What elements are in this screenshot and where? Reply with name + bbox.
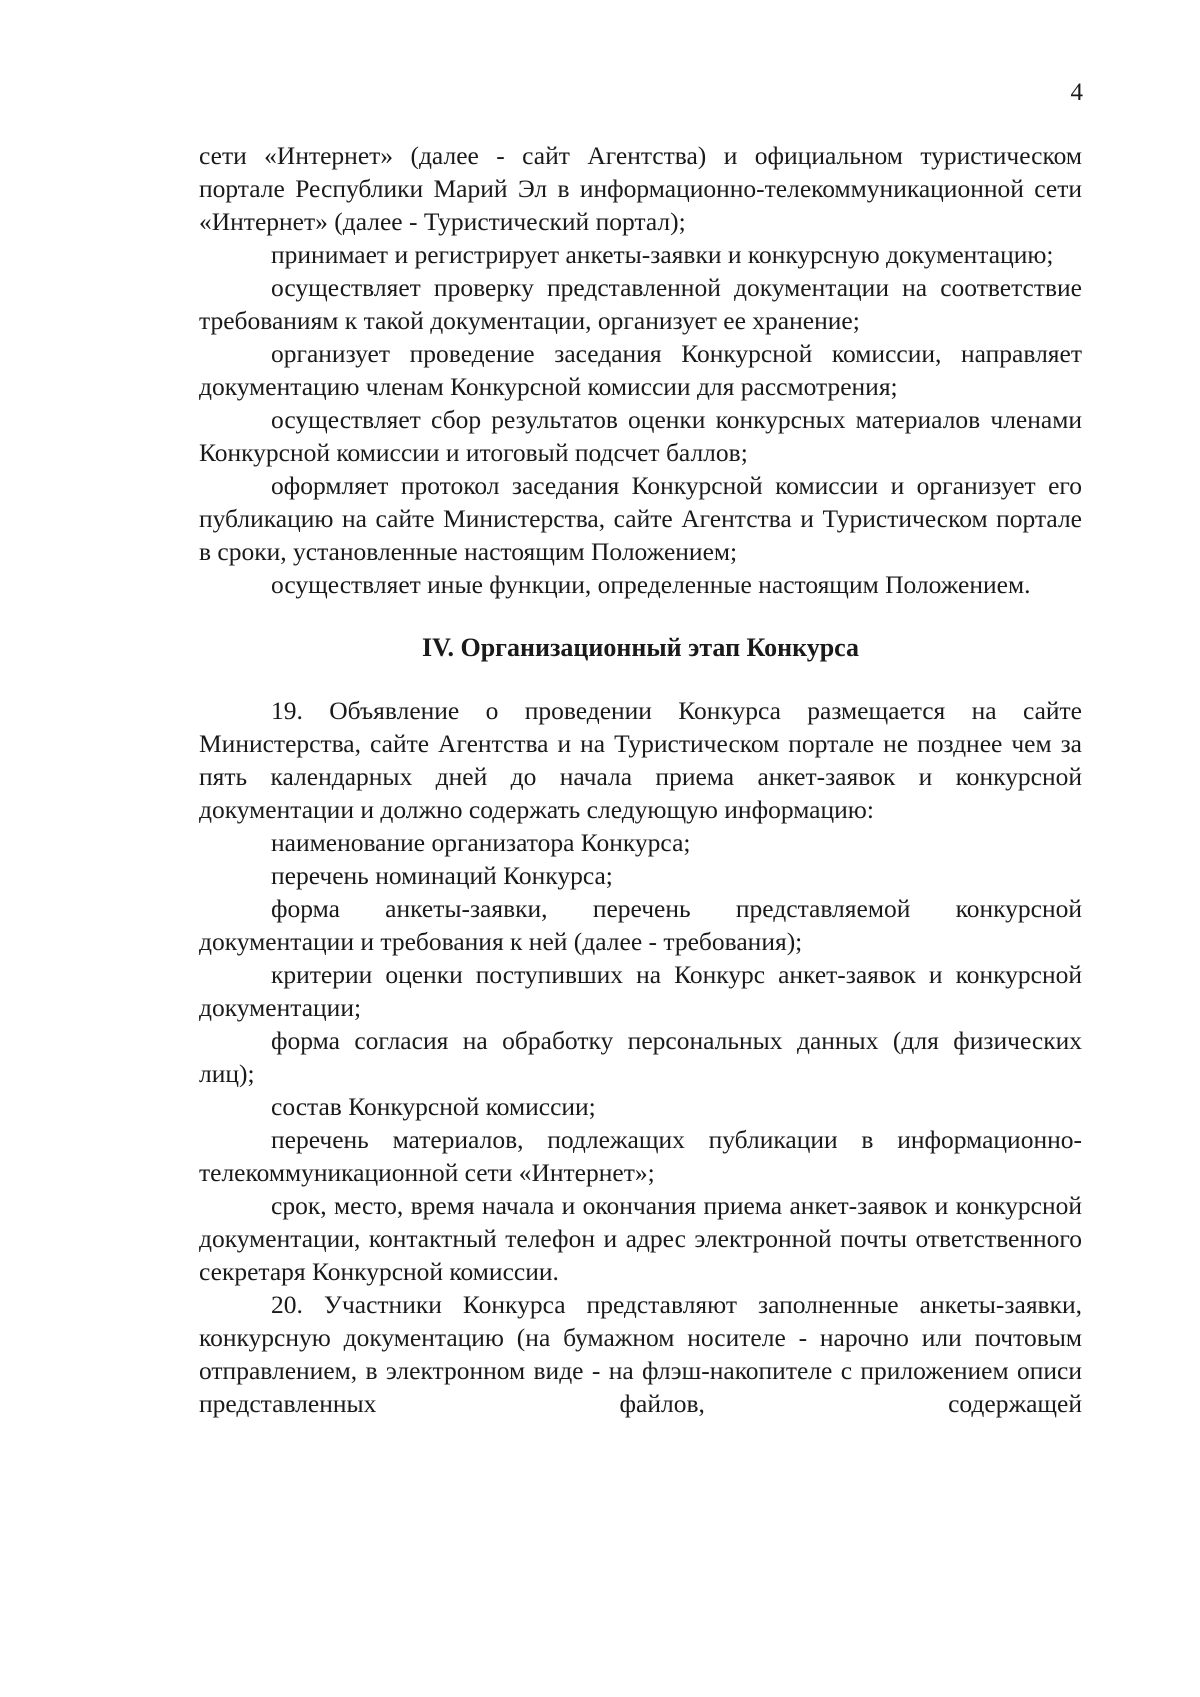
paragraph: перечень номинаций Конкурса; [271, 861, 613, 890]
paragraph: осуществляет проверку представленной документации на соответствие требованиям к такой документации, организует ее хранение; [199, 273, 1082, 335]
page-number: 4 [1070, 79, 1083, 106]
paragraph: 20. Участники Конкурса представляют заполненные анкеты-заявки, конкурсную документацию (на бумажном носителе - нарочно или почтовым отправлением, в электронном виде - на флэш-накопителе с приложением описи представленных файлов, содержащей [199, 1290, 1082, 1418]
paragraph: состав Конкурсной комиссии; [271, 1092, 596, 1121]
paragraph: 19. Объявление о проведении Конкурса размещается на сайте Министерства, сайте Агентства и на Туристическом портале не позднее чем за пять календарных дней до начала приема анкет-заявок и конкурсной документации и должно содержать следующую информацию: [199, 696, 1082, 824]
paragraph: критерии оценки поступивших на Конкурс анкет-заявок и конкурсной документации; [199, 960, 1082, 1022]
paragraph: форма согласия на обработку персональных данных (для физических лиц); [199, 1026, 1082, 1088]
paragraph: форма анкеты-заявки, перечень представляемой конкурсной документации и требования к ней (далее - требования); [199, 894, 1082, 956]
paragraph: наименование организатора Конкурса; [271, 828, 691, 857]
paragraph: осуществляет иные функции, определенные настоящим Положением. [271, 570, 1031, 599]
document-body [199, 139, 1082, 1420]
paragraph: сети «Интернет» (далее - сайт Агентства) и официальном туристическом портале Республики Марий Эл в информационно-телекоммуникационной сети «Интернет» (далее - Туристический портал); [199, 141, 1082, 236]
paragraph: организует проведение заседания Конкурсной комиссии, направляет документацию членам Конкурсной комиссии для рассмотрения; [199, 339, 1082, 401]
paragraph: перечень материалов, подлежащих публикации в информационно-телекоммуникационной сети «Интернет»; [199, 1125, 1082, 1187]
section-heading: IV. Организационный этап Конкурса [421, 633, 860, 662]
paragraph: осуществляет сбор результатов оценки конкурсных материалов членами Конкурсной комиссии и итоговый подсчет баллов; [199, 405, 1082, 467]
paragraph: оформляет протокол заседания Конкурсной комиссии и организует его публикацию на сайте Министерства, сайте Агентства и Туристическом портале в сроки, установленные настоящим Положением; [199, 471, 1082, 566]
paragraph: срок, место, время начала и окончания приема анкет-заявок и конкурсной документации, контактный телефон и адрес электронной почты ответственного секретаря Конкурсной комиссии. [199, 1191, 1082, 1286]
paragraph: принимает и регистрирует анкеты-заявки и конкурсную документацию; [271, 240, 1054, 269]
